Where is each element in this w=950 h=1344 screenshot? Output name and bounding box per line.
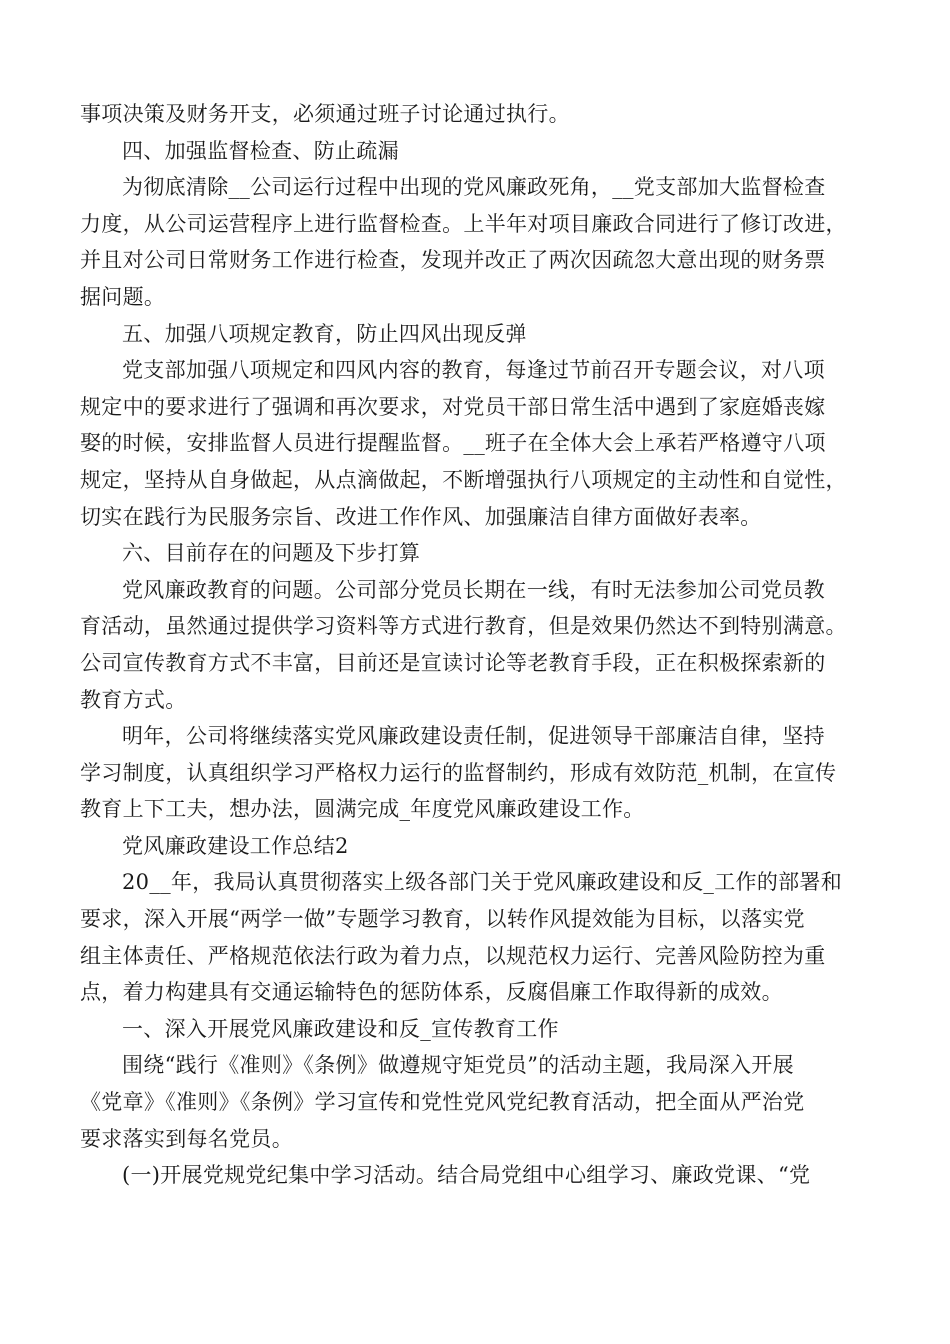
paragraph-first-line: 六、目前存在的问题及下步打算: [122, 541, 421, 566]
paragraph-first-line: (一)开展党规党纪集中学习活动。结合局党组中心组学习、廉政党课、“党: [122, 1163, 811, 1188]
paragraph-line: 点，着力构建具有交通运输特色的惩防体系，反腐倡廉工作取得新的成效。: [80, 980, 783, 1005]
paragraph-line: 教育方式。: [80, 687, 187, 712]
paragraph-line: 规定，坚持从自身做起，从点滴做起，不断增强执行八项规定的主动性和自觉性，: [80, 467, 847, 492]
paragraph-first-line: 20__年，我局认真贯彻落实上级各部门关于党风廉政建设和反_工作的部署和: [122, 870, 843, 895]
paragraph-line: 要求落实到每名党员。: [80, 1126, 293, 1151]
paragraph-line: 并且对公司日常财务工作进行检查，发现并改正了两次因疏忽大意出现的财务票: [80, 248, 826, 273]
paragraph-first-line: 四、加强监督检查、防止疏漏: [122, 138, 399, 163]
paragraph-first-line: 一、深入开展党风廉政建设和反_宣传教育工作: [122, 1016, 559, 1041]
paragraph-first-line: 五、加强八项规定教育，防止四风出现反弹: [122, 321, 527, 346]
paragraph-line: 育活动，虽然通过提供学习资料等方式进行教育，但是效果仍然达不到特别满意。: [80, 614, 847, 639]
paragraph-first-line: 明年，公司将继续落实党风廉政建设责任制，促进领导干部廉洁自律，坚持: [122, 724, 825, 749]
paragraph-line: 教育上下工夫，想办法，圆满完成_年度党风廉政建设工作。: [80, 797, 645, 822]
paragraph-line: 要求，深入开展“两学一做”专题学习教育，以转作风提效能为目标，以落实党: [80, 907, 805, 932]
paragraph-line: 公司宣传教育方式不丰富，目前还是宣读讨论等老教育手段，正在积极探索新的: [80, 650, 826, 675]
paragraph-line: 力度，从公司运营程序上进行监督检查。上半年对项目廉政合同进行了修订改进，: [80, 211, 847, 236]
paragraph-first-line: 党风廉政教育的问题。公司部分党员长期在一线，有时无法参加公司党员教: [122, 577, 825, 602]
paragraph-line: 规定中的要求进行了强调和再次要求，对党员干部日常生活中遇到了家庭婚丧嫁: [80, 394, 826, 419]
paragraph-line: 事项决策及财务开支，必须通过班子讨论通过执行。: [80, 102, 570, 126]
paragraph-line: 娶的时候，安排监督人员进行提醒监督。__班子在全体大会上承若严格遵守八项: [80, 431, 826, 456]
paragraph-line: 据问题。: [80, 284, 166, 309]
paragraph-line: 《党章》《准则》《条例》学习宣传和党性党风党纪教育活动，把全面从严治党: [80, 1090, 805, 1115]
paragraph-line: 学习制度，认真组织学习严格权力运行的监督制约，形成有效防范_机制，在宣传: [80, 760, 837, 785]
paragraph-line: 组主体责任、严格规范依法行政为着力点，以规范权力运行、完善风险防控为重: [80, 943, 826, 968]
paragraph-first-line: 围绕“践行《准则》《条例》做遵规守矩党员”的活动主题，我局深入开展: [122, 1053, 794, 1078]
paragraph-first-line: 党风廉政建设工作总结2: [122, 833, 349, 858]
document-body: [80, 96, 880, 1194]
paragraph-first-line: 为彻底清除__公司运行过程中出现的党风廉政死角，__党支部加大监督检查: [122, 175, 826, 200]
paragraph-first-line: 党支部加强八项规定和四风内容的教育，每逢过节前召开专题会议，对八项: [122, 358, 825, 383]
paragraph-line: 切实在践行为民服务宗旨、改进工作作风、加强廉洁自律方面做好表率。: [80, 504, 762, 529]
